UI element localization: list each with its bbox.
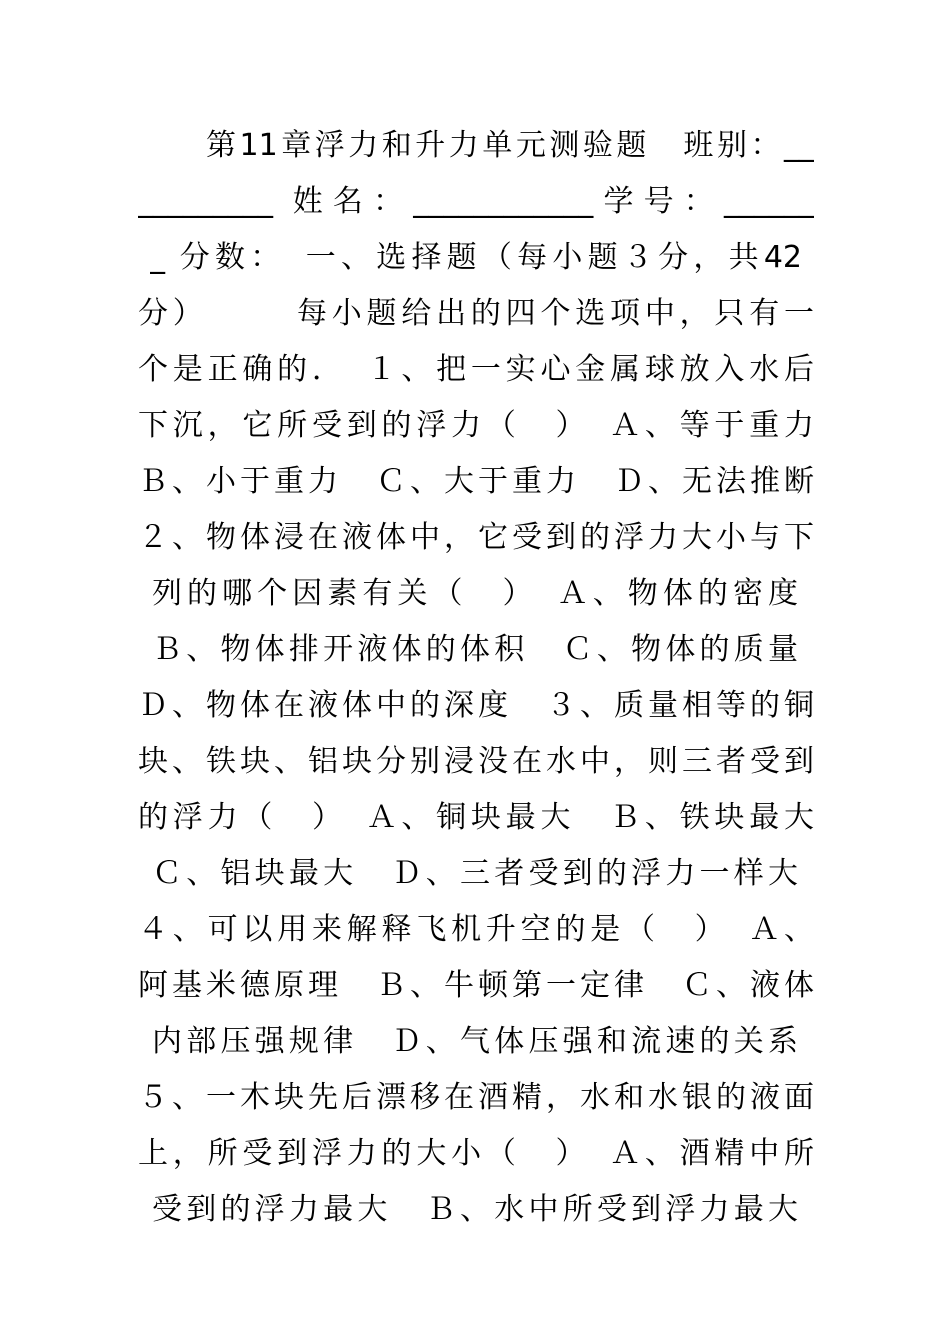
text-line-8: ２、物体浸在液体中，它受到的浮力大小与下 xyxy=(138,520,814,555)
text-line-9: 列的哪个因素有关（ ） Ａ、物体的密度 xyxy=(152,576,798,611)
text-line-5: 个是正确的． １、把一实心金属球放入水后 xyxy=(138,352,814,387)
text-line-17: 内部压强规律 Ｄ、气体压强和流速的关系 xyxy=(152,1024,798,1059)
text-line-2: _________ 姓名：____________学号：______ xyxy=(138,184,814,219)
text-line-15: ４、可以用来解释飞机升空的是（ ） Ａ、 xyxy=(138,912,814,947)
text-line-20: 受到的浮力最大 Ｂ、水中所受到浮力最大 xyxy=(152,1192,798,1227)
text-line-19: 上，所受到浮力的大小（ ） Ａ、酒精中所 xyxy=(138,1136,814,1171)
text-line-14: Ｃ、铝块最大 Ｄ、三者受到的浮力一样大 xyxy=(152,856,798,891)
text-line-10: Ｂ、物体排开液体的体积 Ｃ、物体的质量 xyxy=(152,632,798,667)
text-line-1: 第11章浮力和升力单元测验题 班别：__ xyxy=(206,128,814,163)
text-line-7: Ｂ、小于重力 Ｃ、大于重力 Ｄ、无法推断 xyxy=(138,464,814,499)
text-line-6: 下沉，它所受到的浮力（ ） Ａ、等于重力 xyxy=(138,408,814,443)
text-line-3: _ 分数： 一、选择题（每小题３分，共42 xyxy=(150,240,802,275)
text-line-16: 阿基米德原理 Ｂ、牛顿第一定律 Ｃ、液体 xyxy=(138,968,814,1003)
text-line-11: Ｄ、物体在液体中的深度 ３、质量相等的铜 xyxy=(138,688,814,723)
text-line-13: 的浮力（ ） Ａ、铜块最大 Ｂ、铁块最大 xyxy=(138,800,814,835)
text-line-12: 块、铁块、铝块分别浸没在水中，则三者受到 xyxy=(138,744,814,779)
text-line-4: 分） 每小题给出的四个选项中，只有一 xyxy=(138,296,814,331)
text-line-18: ５、一木块先后漂移在酒精，水和水银的液面 xyxy=(138,1080,814,1115)
